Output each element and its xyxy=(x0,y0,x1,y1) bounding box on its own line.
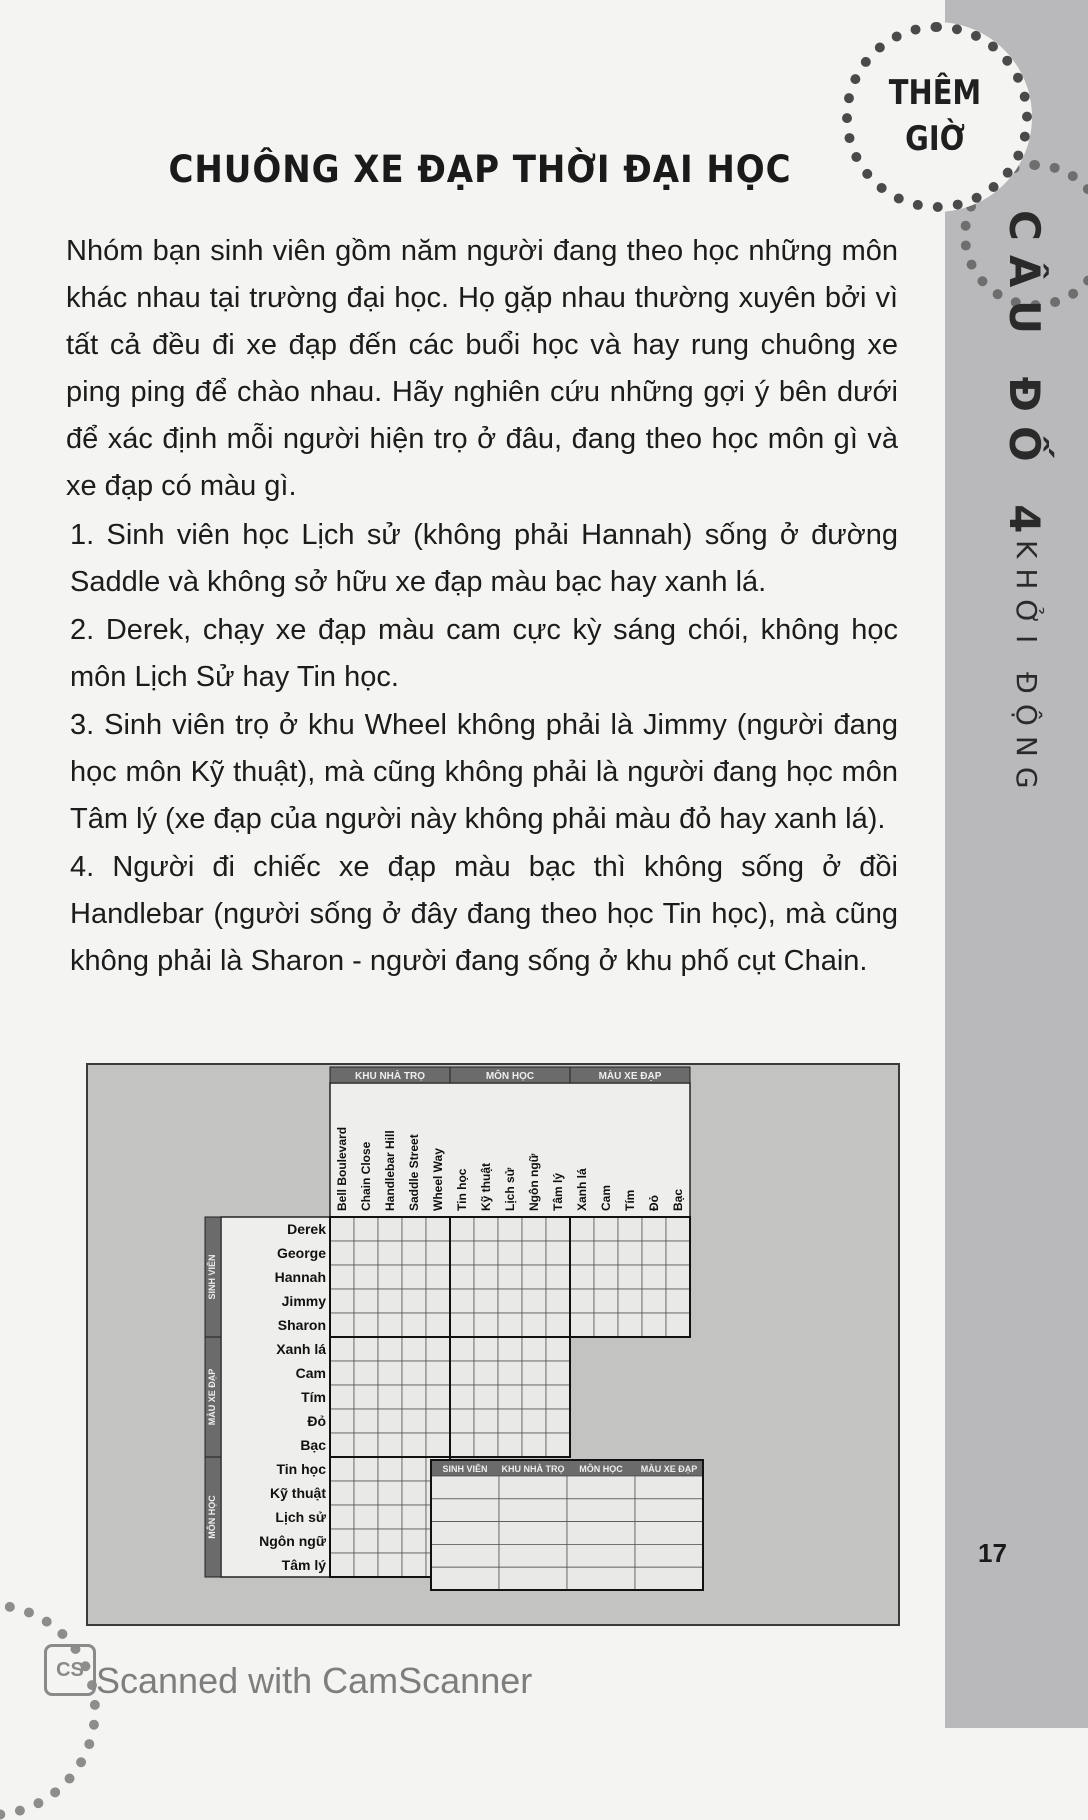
grid-cell xyxy=(570,1241,594,1265)
grid-cell xyxy=(546,1433,570,1457)
grid-cell xyxy=(330,1409,354,1433)
grid-cell xyxy=(546,1265,570,1289)
answer-cell xyxy=(567,1499,635,1522)
grid-cell xyxy=(522,1241,546,1265)
grid-cell xyxy=(378,1529,402,1553)
column-label: Lịch sử xyxy=(503,1167,517,1211)
grid-cell xyxy=(402,1385,426,1409)
grid-cell xyxy=(378,1289,402,1313)
clue-4: 4. Người đi chiếc xe đạp màu bạc thì không sống ở đồi Handlebar (người sống ở đây đang theo học Tin học), mà cũng không phải là Sharon - người đang sống ở khu phố cụt Chain. xyxy=(70,851,898,977)
column-label: Bạc xyxy=(671,1188,685,1211)
row-group-label: MÔN HỌC xyxy=(207,1495,217,1539)
grid-cell xyxy=(618,1217,642,1241)
grid-cell xyxy=(402,1553,426,1577)
grid-cell xyxy=(642,1241,666,1265)
grid-cell xyxy=(354,1409,378,1433)
grid-cell xyxy=(354,1313,378,1337)
grid-cell xyxy=(330,1481,354,1505)
column-label: Xanh lá xyxy=(575,1168,589,1211)
answer-header: MÔN HỌC xyxy=(579,1464,623,1474)
grid-cell xyxy=(642,1289,666,1313)
grid-cell xyxy=(426,1241,450,1265)
row-label: George xyxy=(276,1245,326,1261)
answer-cell xyxy=(431,1476,499,1499)
grid-cell xyxy=(354,1385,378,1409)
grid-cell xyxy=(546,1217,570,1241)
grid-cell xyxy=(570,1265,594,1289)
grid-cell xyxy=(378,1313,402,1337)
grid-cell xyxy=(402,1481,426,1505)
answer-cell xyxy=(567,1544,635,1567)
grid-cell xyxy=(546,1289,570,1313)
grid-cell xyxy=(474,1241,498,1265)
grid-cell xyxy=(498,1241,522,1265)
extra-time-badge xyxy=(888,70,982,162)
gear-decoration-bottom-icon xyxy=(0,1600,100,1820)
answer-header: MÀU XE ĐẠP xyxy=(640,1464,698,1474)
badge-line-2: GIỜ xyxy=(905,119,965,159)
answer-cell xyxy=(431,1544,499,1567)
grid-cell xyxy=(450,1217,474,1241)
col-group-label: MÔN HỌC xyxy=(485,1071,535,1082)
grid-cell xyxy=(666,1313,690,1337)
grid-cell xyxy=(570,1313,594,1337)
grid-cell xyxy=(522,1409,546,1433)
grid-cell xyxy=(354,1337,378,1361)
grid-cell xyxy=(402,1505,426,1529)
grid-cell xyxy=(594,1265,618,1289)
answer-cell xyxy=(499,1522,567,1545)
grid-cell xyxy=(330,1457,354,1481)
grid-cell xyxy=(618,1265,642,1289)
grid-cell xyxy=(498,1313,522,1337)
answer-cell xyxy=(567,1476,635,1499)
grid-cell xyxy=(378,1433,402,1457)
grid-cell xyxy=(426,1313,450,1337)
grid-cell xyxy=(354,1457,378,1481)
logic-grid-frame xyxy=(86,1063,900,1626)
grid-cell xyxy=(354,1265,378,1289)
row-label: Hannah xyxy=(274,1269,326,1285)
row-label: Kỹ thuật xyxy=(270,1485,326,1501)
grid-cell xyxy=(330,1217,354,1241)
grid-cell xyxy=(402,1241,426,1265)
grid-cell xyxy=(474,1385,498,1409)
grid-cell xyxy=(450,1385,474,1409)
grid-cell xyxy=(330,1505,354,1529)
column-label: Đỏ xyxy=(647,1195,661,1211)
grid-cell xyxy=(402,1409,426,1433)
answer-cell xyxy=(499,1499,567,1522)
grid-cell xyxy=(594,1217,618,1241)
grid-cell xyxy=(354,1361,378,1385)
grid-cell xyxy=(474,1409,498,1433)
row-label: Ngôn ngữ xyxy=(259,1533,326,1549)
grid-cell xyxy=(402,1313,426,1337)
row-label: Đỏ xyxy=(307,1413,326,1429)
answer-cell xyxy=(431,1567,499,1590)
grid-cell xyxy=(330,1385,354,1409)
grid-cell xyxy=(378,1457,402,1481)
grid-cell xyxy=(498,1337,522,1361)
grid-cell xyxy=(450,1313,474,1337)
grid-cell xyxy=(330,1313,354,1337)
grid-cell xyxy=(666,1265,690,1289)
row-label: Sharon xyxy=(277,1317,326,1333)
grid-cell xyxy=(546,1337,570,1361)
row-label: Cam xyxy=(295,1365,326,1381)
grid-cell xyxy=(618,1241,642,1265)
grid-cell xyxy=(426,1409,450,1433)
grid-cell xyxy=(498,1361,522,1385)
grid-cell xyxy=(330,1361,354,1385)
row-group-label: MÀU XE ĐẠP xyxy=(207,1368,217,1426)
grid-cell xyxy=(450,1433,474,1457)
grid-cell xyxy=(522,1361,546,1385)
grid-cell xyxy=(594,1313,618,1337)
puzzle-text xyxy=(66,228,898,986)
grid-cell xyxy=(522,1385,546,1409)
grid-cell xyxy=(330,1529,354,1553)
row-label: Bạc xyxy=(300,1437,326,1453)
grid-cell xyxy=(546,1313,570,1337)
grid-cell xyxy=(570,1289,594,1313)
grid-cell xyxy=(594,1289,618,1313)
grid-cell xyxy=(354,1529,378,1553)
column-label: Handlebar Hill xyxy=(383,1130,397,1211)
answer-cell xyxy=(499,1567,567,1590)
column-label: Saddle Street xyxy=(407,1134,421,1211)
grid-cell xyxy=(498,1385,522,1409)
grid-cell xyxy=(402,1457,426,1481)
grid-cell xyxy=(378,1241,402,1265)
grid-cell xyxy=(354,1505,378,1529)
grid-cell xyxy=(378,1481,402,1505)
grid-cell xyxy=(426,1337,450,1361)
grid-cell xyxy=(402,1337,426,1361)
grid-cell xyxy=(666,1241,690,1265)
grid-cell xyxy=(354,1481,378,1505)
row-label: Lịch sử xyxy=(275,1509,326,1525)
grid-cell xyxy=(474,1361,498,1385)
page-title: CHUÔNG XE ĐẠP THỜI ĐẠI HỌC xyxy=(168,148,792,191)
grid-cell xyxy=(354,1241,378,1265)
grid-cell xyxy=(522,1265,546,1289)
column-label: Tím xyxy=(623,1189,637,1211)
puzzle-number: CÂU ĐỐ 4 xyxy=(1000,210,1049,548)
answer-cell xyxy=(635,1567,703,1590)
grid-cell xyxy=(522,1217,546,1241)
grid-cell xyxy=(450,1241,474,1265)
grid-cell xyxy=(498,1289,522,1313)
row-group-label: SINH VIÊN xyxy=(207,1254,217,1300)
grid-cell xyxy=(498,1433,522,1457)
grid-cell xyxy=(642,1313,666,1337)
camscanner-icon: CS xyxy=(44,1644,96,1696)
row-label: Jimmy xyxy=(281,1293,326,1309)
grid-cell xyxy=(330,1433,354,1457)
grid-cell xyxy=(426,1217,450,1241)
grid-cell xyxy=(402,1289,426,1313)
grid-cell xyxy=(594,1241,618,1265)
grid-cell xyxy=(474,1265,498,1289)
grid-cell xyxy=(642,1217,666,1241)
scanner-watermark: Scanned with CamScanner xyxy=(96,1660,533,1701)
grid-cell xyxy=(450,1289,474,1313)
clue-3: 3. Sinh viên trọ ở khu Wheel không phải là Jimmy (người đang học môn Kỹ thuật), mà cũng không phải là người đang học môn Tâm lý (xe đạp của người này không phải màu đỏ hay xanh lá). xyxy=(70,709,898,835)
answer-cell xyxy=(499,1544,567,1567)
grid-cell xyxy=(402,1217,426,1241)
answer-cell xyxy=(635,1499,703,1522)
grid-cell xyxy=(522,1337,546,1361)
grid-cell xyxy=(546,1409,570,1433)
grid-cell xyxy=(330,1241,354,1265)
clue-2: 2. Derek, chạy xe đạp màu cam cực kỳ sáng chói, không học môn Lịch Sử hay Tin học. xyxy=(70,614,898,693)
column-label: Tâm lý xyxy=(551,1172,565,1211)
row-label: Tím xyxy=(301,1389,326,1405)
grid-cell xyxy=(378,1361,402,1385)
column-label: Wheel Way xyxy=(431,1148,445,1211)
answer-cell xyxy=(567,1522,635,1545)
grid-cell xyxy=(450,1361,474,1385)
grid-cell xyxy=(474,1337,498,1361)
badge-line-1: THÊM xyxy=(888,73,982,113)
column-label: Bell Boulevard xyxy=(335,1126,349,1211)
grid-cell xyxy=(450,1337,474,1361)
grid-cell xyxy=(330,1265,354,1289)
grid-cell xyxy=(546,1385,570,1409)
row-label: Tin học xyxy=(276,1461,326,1477)
grid-cell xyxy=(378,1265,402,1289)
grid-cell xyxy=(354,1217,378,1241)
grid-cell xyxy=(378,1409,402,1433)
grid-cell xyxy=(354,1289,378,1313)
grid-cell xyxy=(474,1433,498,1457)
grid-cell xyxy=(378,1505,402,1529)
answer-header: KHU NHÀ TRỌ xyxy=(501,1464,565,1474)
grid-cell xyxy=(498,1409,522,1433)
answer-cell xyxy=(567,1567,635,1590)
grid-cell xyxy=(618,1289,642,1313)
grid-cell xyxy=(426,1289,450,1313)
intro-paragraph: Nhóm bạn sinh viên gồm năm người đang theo học những môn khác nhau tại trường đại học. Họ gặp nhau thường xuyên bởi vì tất cả đều đi xe đạp đến các buổi học và hay rung chuông xe ping ping để chào nhau. Hãy nghiên cứu những gợi ý bên dưới để xác định mỗi người hiện trọ ở đâu, đang theo học môn gì và xe đạp có màu gì. xyxy=(66,235,898,502)
row-label: Tâm lý xyxy=(281,1557,326,1573)
grid-cell xyxy=(330,1289,354,1313)
grid-cell xyxy=(426,1361,450,1385)
answer-cell xyxy=(431,1522,499,1545)
grid-cell xyxy=(522,1433,546,1457)
grid-cell xyxy=(378,1385,402,1409)
answer-header: SINH VIÊN xyxy=(442,1464,488,1474)
grid-cell xyxy=(354,1433,378,1457)
grid-cell xyxy=(618,1313,642,1337)
column-label: Chain Close xyxy=(359,1141,373,1211)
grid-cell xyxy=(402,1433,426,1457)
answer-cell xyxy=(635,1544,703,1567)
grid-cell xyxy=(330,1553,354,1577)
answer-cell xyxy=(635,1476,703,1499)
grid-cell xyxy=(450,1265,474,1289)
grid-cell xyxy=(474,1217,498,1241)
grid-cell xyxy=(378,1553,402,1577)
grid-cell xyxy=(378,1217,402,1241)
grid-cell xyxy=(450,1409,474,1433)
row-label: Derek xyxy=(287,1221,326,1237)
grid-cell xyxy=(546,1241,570,1265)
col-group-label: MÀU XE ĐẠP xyxy=(598,1071,662,1082)
grid-cell xyxy=(402,1529,426,1553)
grid-cell xyxy=(426,1433,450,1457)
grid-cell xyxy=(498,1265,522,1289)
section-label: KHỞI ĐỘNG xyxy=(1010,540,1043,799)
clue-1: 1. Sinh viên học Lịch sử (không phải Hannah) sống ở đường Saddle và không sở hữu xe đạp màu bạc hay xanh lá. xyxy=(70,519,898,598)
grid-cell xyxy=(402,1265,426,1289)
answer-cell xyxy=(635,1522,703,1545)
grid-cell xyxy=(378,1337,402,1361)
grid-cell xyxy=(474,1313,498,1337)
column-label: Ngôn ngữ xyxy=(527,1153,541,1211)
page-number: 17 xyxy=(978,1538,1007,1568)
logic-grid xyxy=(88,1065,898,1624)
column-label: Tin học xyxy=(455,1168,469,1211)
answer-cell xyxy=(431,1499,499,1522)
col-group-label: KHU NHÀ TRỌ xyxy=(355,1071,425,1082)
grid-cell xyxy=(666,1217,690,1241)
grid-cell xyxy=(546,1361,570,1385)
grid-cell xyxy=(522,1289,546,1313)
grid-cell xyxy=(666,1289,690,1313)
grid-cell xyxy=(498,1217,522,1241)
grid-cell xyxy=(570,1217,594,1241)
grid-cell xyxy=(402,1361,426,1385)
grid-cell xyxy=(522,1313,546,1337)
column-label: Kỹ thuật xyxy=(479,1163,493,1211)
column-label: Cam xyxy=(599,1184,613,1211)
grid-cell xyxy=(474,1289,498,1313)
grid-cell xyxy=(426,1265,450,1289)
grid-cell xyxy=(426,1385,450,1409)
grid-cell xyxy=(354,1553,378,1577)
row-label: Xanh lá xyxy=(276,1341,326,1357)
answer-cell xyxy=(499,1476,567,1499)
grid-cell xyxy=(642,1265,666,1289)
grid-cell xyxy=(330,1337,354,1361)
